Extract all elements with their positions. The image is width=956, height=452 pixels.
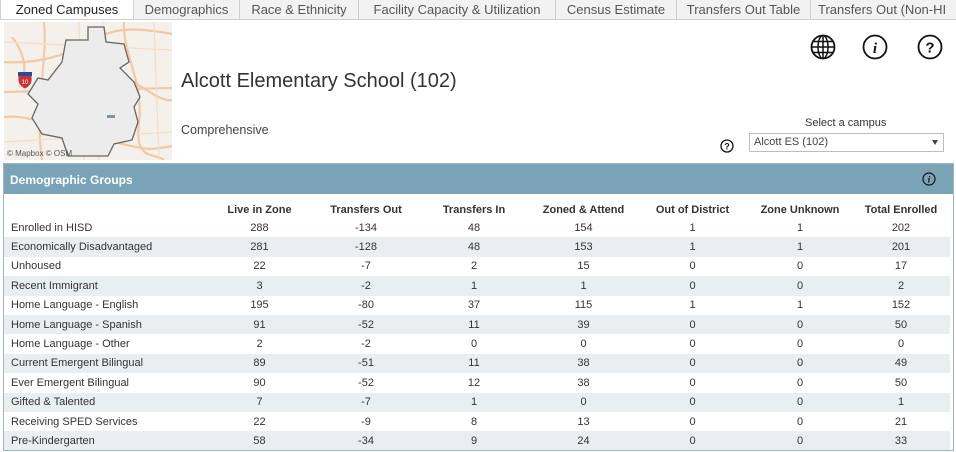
table-cell: 195: [250, 299, 269, 312]
tab-zoned-campuses[interactable]: Zoned Campuses: [0, 0, 134, 20]
table-cell: 288: [250, 221, 269, 234]
table-cell: 0: [580, 396, 587, 409]
table-cell: 89: [253, 357, 266, 370]
table-cell: 154: [574, 221, 593, 234]
table-cell: 1: [580, 279, 587, 292]
table-row[interactable]: [4, 315, 950, 334]
table-cell: 0: [470, 338, 478, 351]
tab-facility-capacity[interactable]: Facility Capacity & Utilization: [359, 0, 556, 20]
table-cell: 24: [577, 434, 590, 447]
table-row[interactable]: [4, 412, 950, 431]
table-row[interactable]: [4, 257, 950, 276]
table-cell: -80: [358, 299, 374, 312]
table-cell: 0: [689, 396, 696, 409]
table-cell: 0: [689, 279, 696, 292]
panel-title: Demographic Groups: [10, 173, 133, 187]
table-cell: 17: [894, 260, 908, 273]
column-header: Live in Zone: [227, 203, 292, 216]
table-cell: 39: [577, 318, 590, 331]
table-cell: 0: [689, 357, 696, 370]
globe-icon[interactable]: [810, 34, 836, 60]
table-cell: 11: [468, 318, 480, 331]
table-cell: 58: [253, 434, 266, 447]
table-cell: 153: [574, 241, 593, 254]
demographic-groups-panel: [3, 163, 954, 451]
table-cell: 281: [250, 241, 269, 254]
table-row[interactable]: [4, 296, 950, 315]
table-row[interactable]: [4, 431, 950, 450]
table-cell: 0: [689, 260, 696, 273]
table-cell: 13: [577, 415, 590, 428]
map-credit[interactable]: © Mapbox © OSM: [7, 149, 73, 158]
column-header: Out of District: [655, 203, 730, 216]
row-label: Current Emergent Bilingual: [11, 357, 144, 370]
table-cell: 15: [577, 260, 590, 273]
table-cell: 11: [468, 357, 480, 370]
table-cell: 37: [467, 299, 481, 312]
table-cell: 201: [891, 241, 911, 254]
row-label: Unhoused: [11, 260, 62, 273]
row-label: Pre-Kindergarten: [11, 434, 95, 447]
row-label: Home Language - English: [11, 299, 139, 312]
table-cell: 0: [796, 279, 804, 292]
table-cell: 21: [894, 415, 908, 428]
table-cell: -51: [358, 357, 374, 370]
tab-transfers-out-table[interactable]: Transfers Out Table: [677, 0, 811, 20]
table-body: [4, 218, 950, 451]
table-cell: 2: [256, 338, 263, 351]
table-cell: -34: [358, 434, 374, 447]
school-title: Alcott Elementary School (102): [181, 70, 457, 92]
row-label: Recent Immigrant: [11, 279, 98, 292]
table-row[interactable]: [4, 237, 950, 256]
table-cell: 48: [467, 241, 481, 254]
panel-info-icon[interactable]: [922, 172, 936, 186]
column-header-group: [4, 201, 205, 218]
table-cell: 0: [796, 338, 804, 351]
column-header: Transfers Out: [330, 203, 402, 216]
table-cell: -52: [358, 318, 374, 331]
table-row[interactable]: [4, 354, 950, 373]
table-cell: 0: [796, 396, 804, 409]
column-header: Zoned & Attend: [542, 203, 625, 216]
table-cell: 1: [689, 241, 696, 254]
svg-text:?: ?: [724, 141, 730, 152]
table-cell: 1: [796, 241, 804, 254]
table-cell: 2: [897, 279, 905, 292]
table-cell: 0: [689, 376, 696, 389]
zone-map[interactable]: [4, 22, 172, 160]
table-cell: 0: [689, 318, 696, 331]
tab-bar: [0, 0, 956, 20]
table-cell: -7: [361, 260, 371, 273]
table-cell: 90: [253, 376, 266, 389]
table-row[interactable]: [4, 393, 950, 412]
campus-help-icon[interactable]: [720, 139, 734, 153]
tab-race-ethnicity[interactable]: Race & Ethnicity: [240, 0, 359, 20]
table-cell: -7: [361, 396, 371, 409]
table-cell: -2: [361, 338, 371, 351]
column-header: Zone Unknown: [760, 203, 840, 216]
table-cell: 38: [577, 357, 590, 370]
campus-select-label: Select a campus: [805, 117, 887, 129]
info-icon[interactable]: [862, 34, 888, 60]
demographics-table: [4, 201, 950, 451]
table-cell: 1: [897, 396, 905, 409]
table-cell: 1: [689, 299, 696, 312]
table-cell: 0: [897, 338, 905, 351]
table-cell: -128: [354, 241, 378, 254]
table-cell: 1: [470, 279, 478, 292]
table-cell: 0: [796, 376, 804, 389]
tab-census-estimate[interactable]: Census Estimate: [556, 0, 677, 20]
table-cell: -2: [361, 279, 371, 292]
campus-select-value: Alcott ES (102): [754, 136, 828, 148]
tab-transfers-out-non-hisd[interactable]: Transfers Out (Non-HI: [818, 2, 947, 17]
column-header: Total Enrolled: [864, 203, 938, 216]
table-cell: 33: [894, 434, 908, 447]
table-cell: 0: [796, 357, 804, 370]
svg-text:?: ?: [925, 39, 935, 57]
table-cell: 1: [689, 221, 696, 234]
table-cell: 0: [689, 434, 696, 447]
table-cell: 22: [253, 260, 266, 273]
table-cell: 7: [256, 396, 263, 409]
table-cell: -134: [354, 221, 378, 234]
school-type: Comprehensive: [181, 123, 269, 137]
table-cell: 12: [467, 376, 481, 389]
table-cell: 9: [470, 434, 478, 447]
table-cell: 202: [891, 221, 911, 234]
tab-demographics[interactable]: Demographics: [134, 0, 240, 20]
help-icon[interactable]: [917, 34, 943, 60]
row-label: Ever Emergent Bilingual: [11, 376, 130, 389]
panel-header: [4, 164, 953, 194]
table-cell: 49: [894, 357, 908, 370]
table-cell: 0: [580, 338, 587, 351]
table-header-row: [4, 201, 950, 218]
table-cell: 22: [253, 415, 266, 428]
table-cell: -9: [361, 415, 371, 428]
column-header: Transfers In: [442, 203, 506, 216]
campus-select[interactable]: [749, 133, 944, 152]
table-cell: 115: [574, 299, 593, 312]
row-label: Gifted & Talented: [11, 396, 96, 409]
table-cell: 50: [894, 376, 908, 389]
table-cell: 3: [256, 279, 263, 292]
chevron-down-icon: [932, 140, 938, 145]
zone-map-graphic: [4, 22, 172, 160]
table-cell: 0: [689, 415, 696, 428]
table-cell: 0: [796, 434, 804, 447]
table-cell: 48: [467, 221, 481, 234]
highway-shield-label: 10: [21, 80, 29, 86]
table-cell: 38: [577, 376, 590, 389]
table-row[interactable]: [4, 218, 950, 237]
svg-text:i: i: [872, 41, 878, 57]
table-row[interactable]: [4, 373, 950, 392]
row-label: Enrolled in HISD: [11, 221, 93, 234]
table-cell: 0: [689, 338, 696, 351]
table-row[interactable]: [4, 276, 950, 295]
svg-text:i: i: [927, 174, 931, 185]
table-cell: 1: [796, 299, 804, 312]
table-cell: 0: [796, 318, 804, 331]
table-cell: 50: [894, 318, 908, 331]
row-label: Receiving SPED Services: [11, 415, 138, 428]
table-cell: 91: [253, 318, 266, 331]
table-cell: 2: [470, 260, 478, 273]
row-label: Home Language - Other: [11, 338, 130, 351]
row-label: Home Language - Spanish: [11, 318, 142, 331]
table-cell: 0: [796, 415, 804, 428]
table-cell: 1: [470, 396, 478, 409]
table-cell: -52: [358, 376, 374, 389]
table-row[interactable]: [4, 334, 950, 353]
table-cell: 1: [796, 221, 804, 234]
row-label: Economically Disadvantaged: [11, 241, 153, 254]
table-cell: 152: [891, 299, 911, 312]
table-cell: 0: [796, 260, 804, 273]
table-cell: 8: [470, 415, 478, 428]
